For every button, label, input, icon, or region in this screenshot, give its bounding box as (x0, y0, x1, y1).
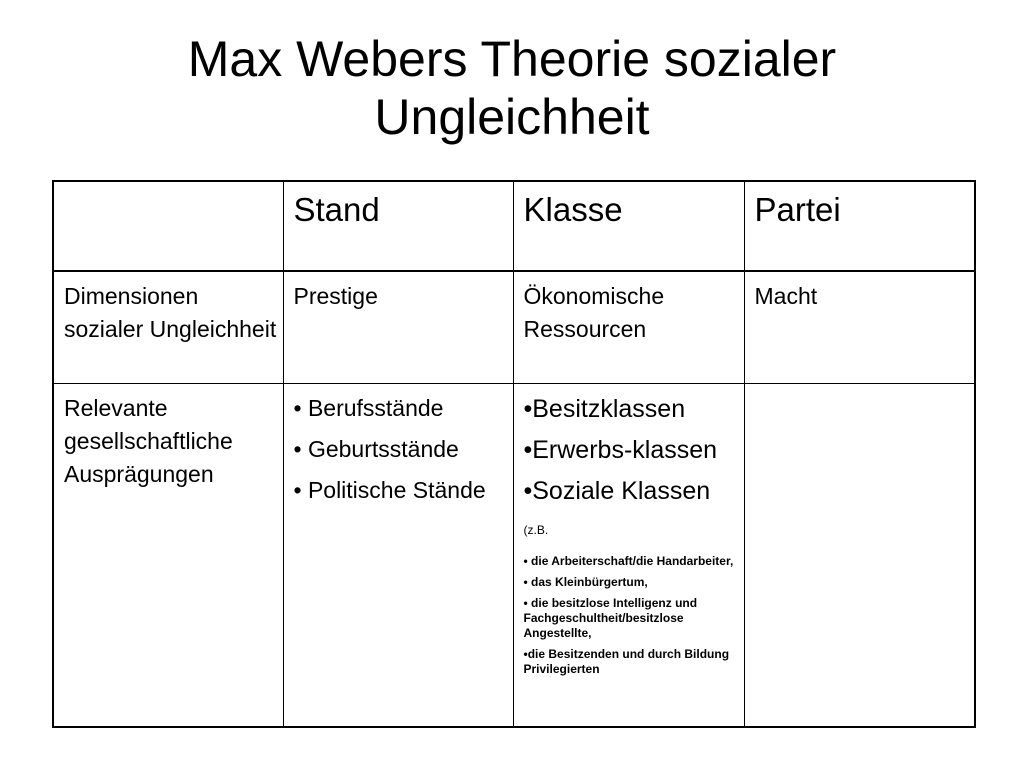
stand-list-item: • Politische Stände (293, 476, 486, 503)
klasse-list (524, 392, 738, 677)
klasse-detail-item: • die besitzlose Intelligenz und Fachgeschultheit/besitzlose Angestellte, (523, 595, 698, 640)
klasse-detail-item: • die Arbeiterschaft/die Handarbeiter, (523, 553, 734, 568)
stand-list-item: • Geburtsstände (293, 435, 459, 462)
table-row-dimensionen (53, 271, 975, 383)
header-cell-klasse: Klasse (513, 181, 744, 271)
cell-klasse-ressourcen: Ökonomische Ressourcen (513, 271, 744, 383)
slide-title-line-1: Max Webers Theorie sozialer (187, 31, 837, 87)
cell-partei-macht: Macht (744, 271, 975, 383)
weber-table (52, 180, 976, 728)
klasse-list-item: •Erwerbs-klassen (523, 435, 718, 464)
stand-list-item: • Berufsstände (293, 394, 444, 421)
klasse-detail-item: • das Kleinbürgertum, (523, 574, 648, 589)
header-cell-stand: Stand (283, 181, 513, 271)
slide-title-line-2: Ungleichheit (374, 89, 650, 145)
soziale-klassen-label: •Soziale Klassen (523, 476, 711, 505)
cell-stand-list (283, 383, 513, 727)
stand-list (294, 392, 507, 507)
row-label-dimensionen: Dimensionen sozialer Ungleichheit (53, 271, 283, 383)
cell-stand-prestige: Prestige (283, 271, 513, 383)
klasse-detail-item: •die Besitzenden und durch Bildung Privilegierten (523, 646, 730, 676)
row-label-auspraegungen: Relevante gesellschaftliche Ausprägungen (53, 383, 283, 727)
cell-klasse-list (513, 383, 744, 727)
table-row-auspraegungen (53, 383, 975, 727)
header-cell-empty (53, 181, 283, 271)
cell-partei-empty (744, 383, 975, 727)
header-cell-partei: Partei (744, 181, 975, 271)
klasse-detail-list (524, 554, 738, 677)
klasse-list-item: •Besitzklassen (523, 394, 686, 423)
table-header-row (53, 181, 975, 271)
klasse-list-item-soziale (524, 474, 738, 548)
example-note: (z.B. (523, 522, 549, 537)
slide-title (0, 30, 1024, 146)
